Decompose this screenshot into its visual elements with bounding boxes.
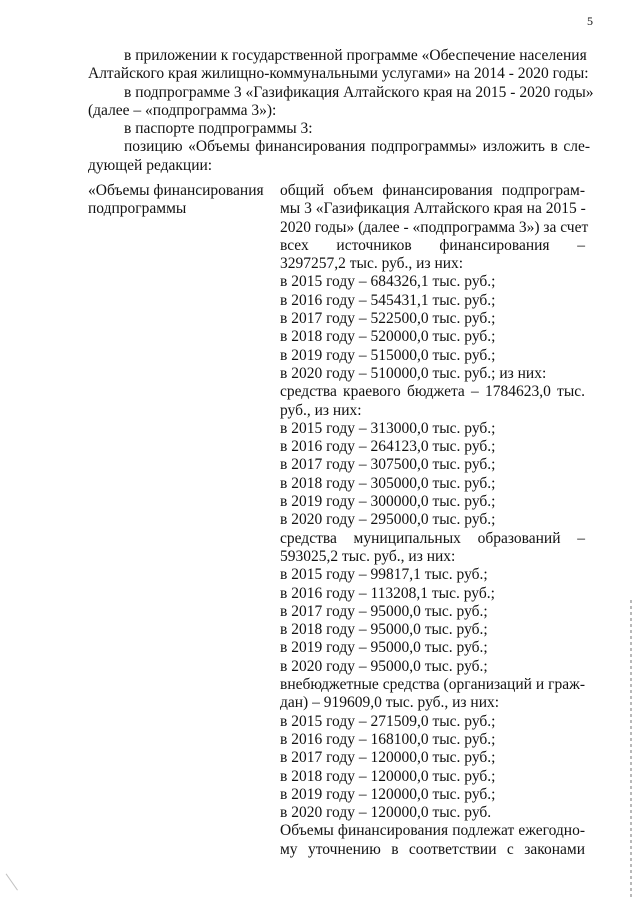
value-line: Объемы финансирования подлежат ежегодно- (280, 822, 585, 840)
value-line: 593025,2 тыс. руб., из них: (280, 547, 456, 565)
value-line: в 2016 году – 113208,1 тыс. руб.; (280, 584, 495, 602)
value-line: в 2019 году – 120000,0 тыс. руб.; (280, 785, 496, 803)
value-line: в 2019 году – 95000,0 тыс. руб.; (280, 639, 488, 657)
value-line: в 2020 году – 95000,0 тыс. руб.; (280, 657, 488, 675)
value-line: в 2016 году – 264123,0 тыс. руб.; (280, 438, 496, 456)
value-line: в 2018 году – 520000,0 тыс. руб.; (280, 328, 496, 346)
funding-label-line: «Объемы финансирования (88, 182, 264, 199)
value-line: в 2020 году – 295000,0 тыс. руб.; (280, 511, 496, 529)
funding-value-cell (280, 182, 589, 859)
intro-paragraph (88, 47, 594, 175)
value-line: в 2020 году – 120000,0 тыс. руб. (280, 804, 492, 822)
value-line: в 2015 году – 271509,0 тыс. руб.; (280, 712, 496, 730)
value-line: 2020 годы» (далее - «подпрограмма 3») за счет (280, 218, 589, 236)
value-line: в 2019 году – 515000,0 тыс. руб.; (280, 346, 496, 364)
value-line: дан) – 919609,0 тыс. руб., из них: (280, 694, 500, 712)
value-line: общий объем финансирования подпрограм- (280, 182, 585, 199)
intro-line: в паспорте подпрограммы 3: (124, 120, 313, 138)
value-line: в 2020 году – 510000,0 тыс. руб.; из них: (280, 364, 547, 382)
value-line: в 2018 году – 95000,0 тыс. руб.; (280, 621, 488, 639)
value-line: в 2017 году – 522500,0 тыс. руб.; (280, 310, 496, 328)
value-line: средства муниципальных образований – (280, 529, 585, 547)
value-line: в 2016 году – 545431,1 тыс. руб.; (280, 291, 496, 309)
value-line: в 2015 году – 313000,0 тыс. руб.; (280, 419, 496, 437)
value-line: в 2017 году – 95000,0 тыс. руб.; (280, 602, 488, 620)
value-line: всех источников финансирования – (280, 236, 585, 254)
value-line: руб., из них: (280, 401, 362, 419)
value-line: внебюджетные средства (организаций и граж- (280, 676, 585, 694)
intro-line: дующей редакции: (88, 156, 213, 174)
intro-line: в подпрограмме 3 «Газификация Алтайского края на 2015 - 2020 годы» (124, 83, 594, 101)
value-line: в 2017 году – 307500,0 тыс. руб.; (280, 456, 496, 474)
intro-line: Алтайского края жилищно-коммунальными услугами» на 2014 - 2020 годы: (88, 65, 589, 83)
funding-label-cell (88, 182, 273, 219)
scan-edge-artifact (630, 600, 632, 900)
value-line: в 2015 году – 99817,1 тыс. руб.; (280, 566, 488, 584)
funding-label-line: подпрограммы (88, 200, 187, 218)
scan-speck-artifact (6, 866, 30, 891)
value-line: мы 3 «Газификация Алтайского края на 2015 - (280, 200, 586, 218)
value-line: му уточнению в соответствии с законами (280, 840, 585, 858)
value-line: в 2016 году – 168100,0 тыс. руб.; (280, 730, 496, 748)
value-line: в 2015 году – 684326,1 тыс. руб.; (280, 273, 496, 291)
value-line: 3297257,2 тыс. руб., из них: (280, 255, 464, 273)
value-line: средства краевого бюджета – 1784623,0 тыс. (280, 383, 585, 401)
value-line: в 2018 году – 120000,0 тыс. руб.; (280, 767, 496, 785)
value-line: в 2018 году – 305000,0 тыс. руб.; (280, 474, 496, 492)
intro-line: в приложении к государственной программе «Обеспечение населения (124, 47, 587, 64)
intro-line: (далее – «подпрограмма 3»): (88, 101, 277, 119)
value-line: в 2017 году – 120000,0 тыс. руб.; (280, 749, 496, 767)
page-number: 5 (587, 14, 593, 28)
intro-line: позицию «Объемы финансирования подпрограммы» изложить в сле- (124, 138, 590, 156)
value-line: в 2019 году – 300000,0 тыс. руб.; (280, 493, 496, 511)
